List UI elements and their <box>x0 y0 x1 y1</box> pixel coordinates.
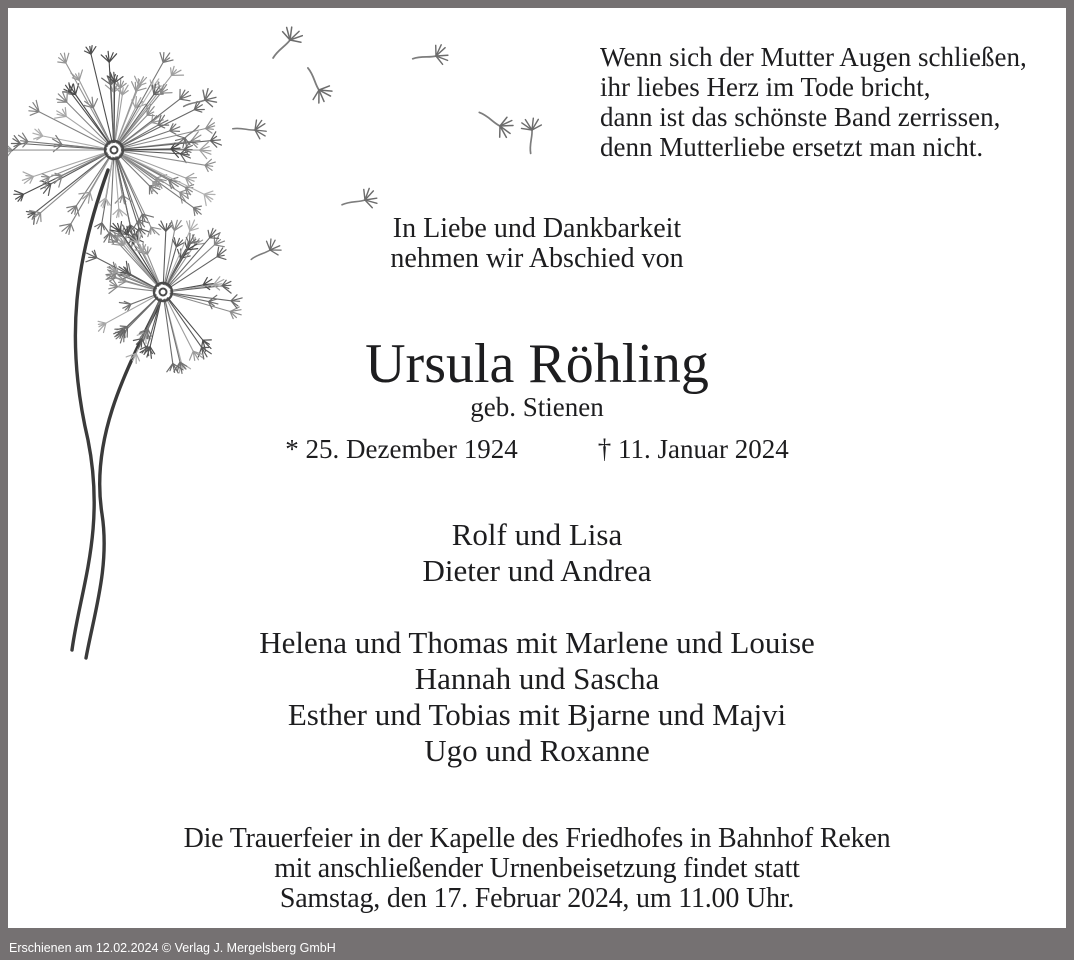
funeral-details <box>8 824 1066 914</box>
mourner-line: Hannah und Sascha <box>414 661 660 696</box>
obituary-notice <box>8 8 1066 928</box>
publication-footer <box>0 936 1074 960</box>
poem-line: denn Mutterliebe ersetzt man nicht. <box>600 132 984 162</box>
poem-line: Wenn sich der Mutter Augen schließen, <box>600 42 1027 72</box>
mourners-group-spacer <box>8 589 1066 625</box>
deceased-name: Ursula Röhling <box>365 333 709 395</box>
funeral-line: Die Trauerfeier in der Kapelle des Friedhofes in Bahnhof Reken <box>183 823 891 854</box>
intro-line: nehmen wir Abschied von <box>390 243 684 274</box>
mourner-line: Helena und Thomas mit Marlene und Louise <box>259 625 815 660</box>
mourners-list <box>8 517 1066 769</box>
mourner-line: Rolf und Lisa <box>451 517 623 552</box>
funeral-line: mit anschließender Urnenbeisetzung findet statt <box>274 853 800 884</box>
intro-line: In Liebe und Dankbarkeit <box>392 213 682 244</box>
mourner-line: Esther und Tobias mit Bjarne und Majvi <box>287 697 787 732</box>
mourner-line: Ugo und Roxanne <box>424 733 650 768</box>
memorial-poem <box>600 42 1027 162</box>
death-date: † 11. Januar 2024 <box>597 434 789 464</box>
mourner-line: Dieter und Andrea <box>422 553 652 588</box>
publication-note: Erschienen am 12.02.2024 © Verlag J. Mergelsberg GmbH <box>9 941 336 955</box>
funeral-line: Samstag, den 17. Februar 2024, um 11.00 Uhr. <box>279 883 795 914</box>
farewell-intro <box>8 214 1066 274</box>
maiden-name: geb. Stienen <box>470 392 604 422</box>
poem-line: dann ist das schönste Band zerrissen, <box>600 102 1001 132</box>
life-dates <box>8 434 1066 464</box>
birth-date: * 25. Dezember 1924 <box>285 434 518 464</box>
dandelion-heads <box>8 46 242 374</box>
poem-line: ihr liebes Herz im Tode bricht, <box>600 72 931 102</box>
